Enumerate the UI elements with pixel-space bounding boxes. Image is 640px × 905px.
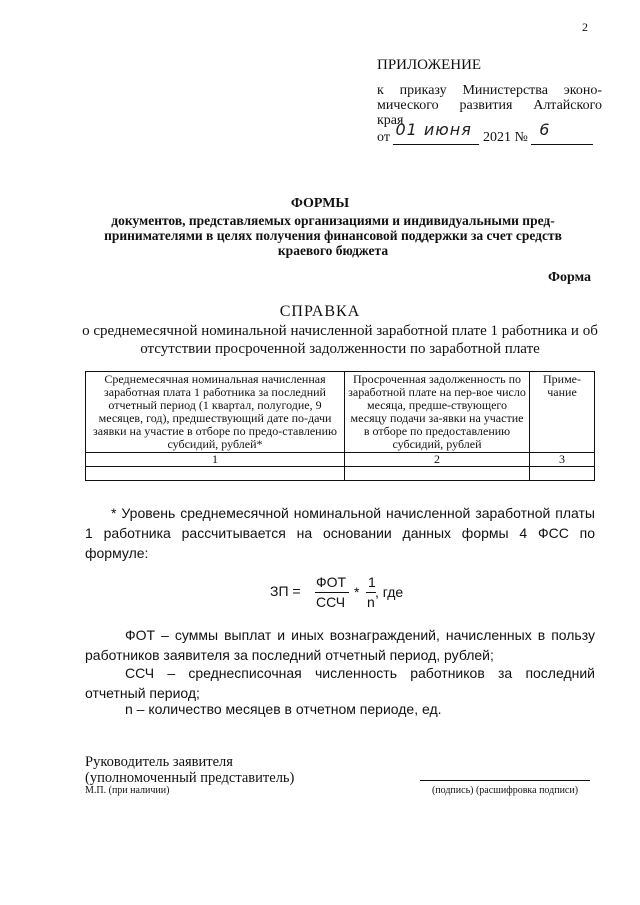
handwritten-date: 01 июня bbox=[395, 120, 472, 139]
formula-numerator-fot: ФОТ bbox=[316, 574, 347, 590]
table-number-row bbox=[86, 453, 595, 467]
formula-numerator-one: 1 bbox=[368, 574, 376, 590]
handwritten-number: 6 bbox=[539, 120, 551, 139]
table-cell bbox=[345, 467, 530, 481]
signature-rule bbox=[420, 780, 590, 781]
column-number-2: 2 bbox=[345, 453, 530, 467]
form-table bbox=[85, 371, 595, 481]
fraction-bar bbox=[315, 592, 349, 593]
definition-n: n – количество месяцев в отчетном периоде, ед. bbox=[125, 701, 442, 717]
formula-tail: , где bbox=[375, 584, 404, 600]
table-row bbox=[86, 467, 595, 481]
signature-caption: (подпись) (расшифровка подписи) bbox=[431, 785, 579, 796]
table-cell bbox=[86, 467, 345, 481]
forms-title: ФОРМЫ bbox=[290, 196, 350, 211]
signature-line-1: Руководитель заявителя bbox=[85, 754, 233, 770]
appendix-line-2: мического развития Алтайского bbox=[377, 98, 602, 113]
formula-lhs: ЗП = bbox=[270, 583, 301, 599]
form-label: Форма bbox=[548, 270, 592, 285]
spravka-title: СПРАВКА bbox=[279, 303, 361, 320]
header-cell-note: Приме-чание bbox=[530, 372, 595, 453]
definition-fot: ФОТ – суммы выплат и иных вознаграждений, начисленных в пользу работников заявителя за последний отчетный период, рублей; bbox=[85, 627, 595, 663]
date-year: 2021 bbox=[482, 130, 511, 145]
date-prefix: от bbox=[377, 130, 390, 145]
column-number-3: 3 bbox=[530, 453, 595, 467]
signature-line-2: (уполномоченный представитель) bbox=[85, 770, 295, 786]
appendix-line-1: к приказу Министерства эконо- bbox=[377, 83, 602, 98]
number-field bbox=[531, 120, 593, 145]
formula-denominator-ssch: ССЧ bbox=[316, 594, 346, 610]
page-number: 2 bbox=[582, 20, 588, 34]
signature-block bbox=[85, 754, 294, 786]
header-cell-salary: Среднемесячная номинальная начисленная заработная плата 1 работника за последний отчетный период (1 квартал, полугодие, 9 месяцев, год), предшествующий дате по-дачи заявки на участие в отборе по предо-ставлению субсидий, рублей* bbox=[86, 372, 345, 453]
header-cell-debt: Просроченная задолженность по заработной плате на пер-вое число месяца, предше-ствующего месяцу подачи за-явки на участие в отборе по предоставлению субсидий, рублей bbox=[345, 372, 530, 453]
spravka-subtitle: о среднемесячной номинальной начисленной заработной плате 1 работника и об отсутствии просроченной задолженности по заработной плате bbox=[82, 323, 598, 357]
appendix-block bbox=[377, 58, 602, 145]
formula-multiply: * bbox=[354, 584, 360, 600]
number-label: № bbox=[514, 130, 528, 145]
date-field bbox=[393, 120, 479, 145]
table-header-row bbox=[86, 372, 595, 453]
formula-denominator-n: n bbox=[367, 594, 375, 610]
forms-subtitle: документов, представляемых организациями и индивидуальными пред-принимателями в целях получения финансовой поддержки за счет средств краевого бюджета bbox=[104, 213, 562, 258]
appendix-title: ПРИЛОЖЕНИЕ bbox=[377, 57, 482, 73]
stamp-note: М.П. (при наличии) bbox=[85, 785, 170, 796]
table-cell bbox=[530, 467, 595, 481]
column-number-1: 1 bbox=[86, 453, 345, 467]
appendix-line-3: края bbox=[377, 113, 404, 128]
footnote-paragraph: * Уровень среднемесячной номинальной начисленной заработной платы 1 работника рассчитывается на основании данных формы 4 ФСС по формуле: bbox=[85, 505, 595, 561]
definition-ssch: ССЧ – среднесписочная численность работников за последний отчетный период; bbox=[85, 665, 595, 701]
